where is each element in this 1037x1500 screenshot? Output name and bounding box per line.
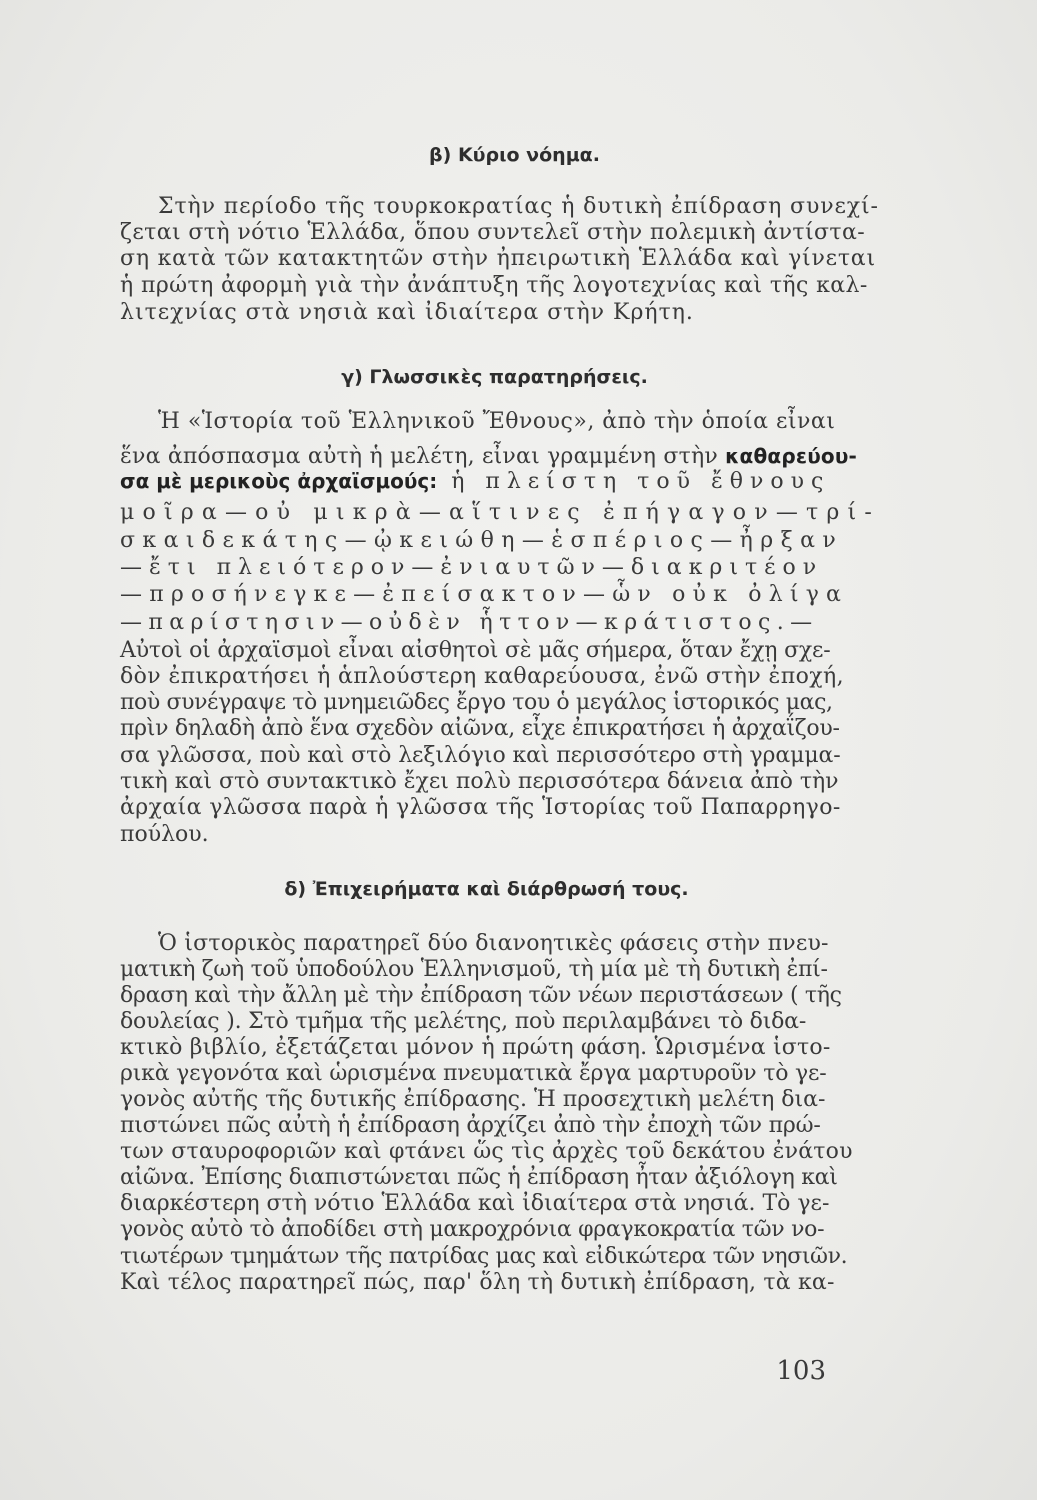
paragraph-line: διαρκέστερη στὴ νότιο Ἑλλάδα καὶ ἰδιαίτερα στὰ νησιά. Τὸ γε-: [120, 1191, 830, 1216]
paragraph-line: ζεται στὴ νότιο Ἑλλάδα, ὅπου συντελεῖ στὴν πολεμικὴ ἀντίστα-: [120, 220, 866, 245]
paragraph-line: σα γλῶσσα, ποὺ καὶ στὸ λεξιλόγιο καὶ περισσότερο στὴ γραμμα-: [120, 743, 841, 768]
section-heading-delta: δ) Ἐπιχειρήματα καὶ διάρθρωσή τους.: [284, 878, 689, 900]
paragraph-line: ποὺ συνέγραψε τὸ μνημειῶδες ἔργο του ὁ μεγάλος ἱστορικός μας,: [120, 690, 833, 715]
paragraph-line: ματικὴ ζωὴ τοῦ ὑποδούλου Ἑλληνισμοῦ, τὴ μία μὲ τὴ δυτικὴ ἐπί-: [120, 957, 828, 982]
paragraph-line: [120, 443, 857, 470]
bold-text: σα μὲ μερικοὺς ἀρχαϊσμούς:: [120, 469, 438, 493]
spaced-line: σκαιδεκάτης—ᾠκειώθη—ἑσπέριος—ἦρξαν: [120, 528, 844, 553]
paragraph-line: ἀρχαία γλῶσσα παρὰ ἡ γλῶσσα τῆς Ἱστορίας τοῦ Παπαρρηγο-: [120, 795, 841, 820]
paragraph-line: τικὴ καὶ στὸ συντακτικὸ ἔχει πολὺ περισσότερα δάνεια ἀπὸ τὴν: [120, 769, 839, 794]
paragraph-line: πρὶν δηλαδὴ ἀπὸ ἕνα σχεδὸν αἰῶνα, εἶχε ἐπικρατήσει ἡ ἀρχαΐζου-: [120, 716, 840, 741]
paragraph-line: κτικὸ βιβλίο, ἐξετάζεται μόνον ἡ πρώτη φάση. Ὡρισμένα ἱστο-: [120, 1035, 831, 1060]
bold-text: καθαρεύου-: [725, 444, 858, 468]
spaced-line: —ἔτι πλειότερον—ἐνιαυτῶν—διακριτέον: [120, 555, 824, 580]
paragraph-line: Καὶ τέλος παρατηρεῖ πώς, παρ' ὅλη τὴ δυτικὴ ἐπίδραση, τὰ κα-: [120, 1270, 835, 1295]
section-heading-beta: β) Κύριο νόημα.: [429, 144, 600, 166]
section-heading-gamma: γ) Γλωσσικὲς παρατηρήσεις.: [341, 366, 648, 388]
paragraph-line: ρικὰ γεγονότα καὶ ὡρισμένα πνευματικὰ ἔργα μαρτυροῦν τὸ γε-: [120, 1061, 827, 1086]
paragraph-line: δὸν ἐπικρατήσει ἡ ἁπλούστερη καθαρεύουσα, ἐνῶ στὴν ἐποχή,: [120, 664, 844, 689]
paragraph-line: αἰῶνα. Ἐπίσης διαπιστώνεται πῶς ἡ ἐπίδραση ἦταν ἀξιόλογη καὶ: [120, 1165, 838, 1190]
paragraph-line: ση κατὰ τῶν κατακτητῶν στὴν ἠπειρωτικὴ Ἑλλάδα καὶ γίνεται: [120, 246, 876, 271]
paragraph-line: Αὐτοὶ οἱ ἀρχαϊσμοὶ εἶναι αἰσθητοὶ σὲ μᾶς σήμερα, ὅταν ἔχῃ σχε-: [120, 638, 831, 663]
paragraph-line: τιωτέρων τμημάτων τῆς πατρίδας μας καὶ εἰδικώτερα τῶν νησιῶν.: [120, 1244, 848, 1269]
spaced-line: —προσήνεγκε—ἐπείσακτον—ὧν οὐκ ὀλίγα: [120, 582, 849, 607]
paragraph-line: δραση καὶ τὴν ἄλλη μὲ τὴν ἐπίδραση τῶν νέων περιστάσεων ( τῆς: [120, 983, 842, 1008]
paragraph-line: γονὸς αὐτῆς τῆς δυτικῆς ἐπίδρασης. Ἡ προσεχτικὴ μελέτη δια-: [120, 1087, 826, 1112]
paragraph-line: Ἡ «Ἱστορία τοῦ Ἑλληνικοῦ Ἔθνους», ἀπὸ τὴν ὁποία εἶναι: [158, 409, 836, 434]
paragraph-line: δουλείας ). Στὸ τμῆμα τῆς μελέτης, ποὺ περιλαμβάνει τὸ διδα-: [120, 1009, 807, 1034]
paragraph-line: πούλου.: [120, 822, 209, 847]
spaced-line: μοῖρα—οὐ μικρὰ—αἵτινες ἐπήγαγον—τρί-: [120, 500, 880, 525]
paragraph-line: γονὸς αὐτὸ τὸ ἀποδίδει στὴ μακροχρόνια φραγκοκρατία τῶν νο-: [120, 1217, 825, 1242]
paragraph-line: πιστώνει πῶς αὐτὴ ἡ ἐπίδραση ἀρχίζει ἀπὸ τὴν ἐποχὴ τῶν πρώ-: [120, 1113, 821, 1138]
spaced-line: —παρίστησιν—οὐδὲν ἧττον—κράτιστος.—: [120, 610, 819, 635]
paragraph-line: Ὁ ἱστορικὸς παρατηρεῖ δύο διανοητικὲς φάσεις στὴν πνευ-: [158, 931, 829, 956]
spaced-text: ἡ πλείστη τοῦ ἔθνους: [437, 469, 831, 494]
paragraph-line: Στὴν περίοδο τῆς τουρκοκρατίας ἡ δυτικὴ ἐπίδραση συνεχί-: [158, 194, 879, 219]
paragraph-line: ἡ πρώτη ἀφορμὴ γιὰ τὴν ἀνάπτυξη τῆς λογοτεχνίας καὶ τῆς καλ-: [120, 273, 868, 298]
page-number: 103: [776, 1356, 826, 1386]
paragraph-line: λιτεχνίας στὰ νησιὰ καὶ ἰδιαίτερα στὴν Κρήτη.: [120, 300, 694, 325]
plain-text: ἕνα ἀπόσπασμα αὐτὴ ἡ μελέτη, εἶναι γραμμένη στὴν: [120, 444, 726, 469]
paragraph-line: [120, 468, 830, 495]
paragraph-line: των σταυροφοριῶν καὶ φτάνει ὥς τὶς ἀρχὲς τοῦ δεκάτου ἐνάτου: [120, 1139, 853, 1164]
